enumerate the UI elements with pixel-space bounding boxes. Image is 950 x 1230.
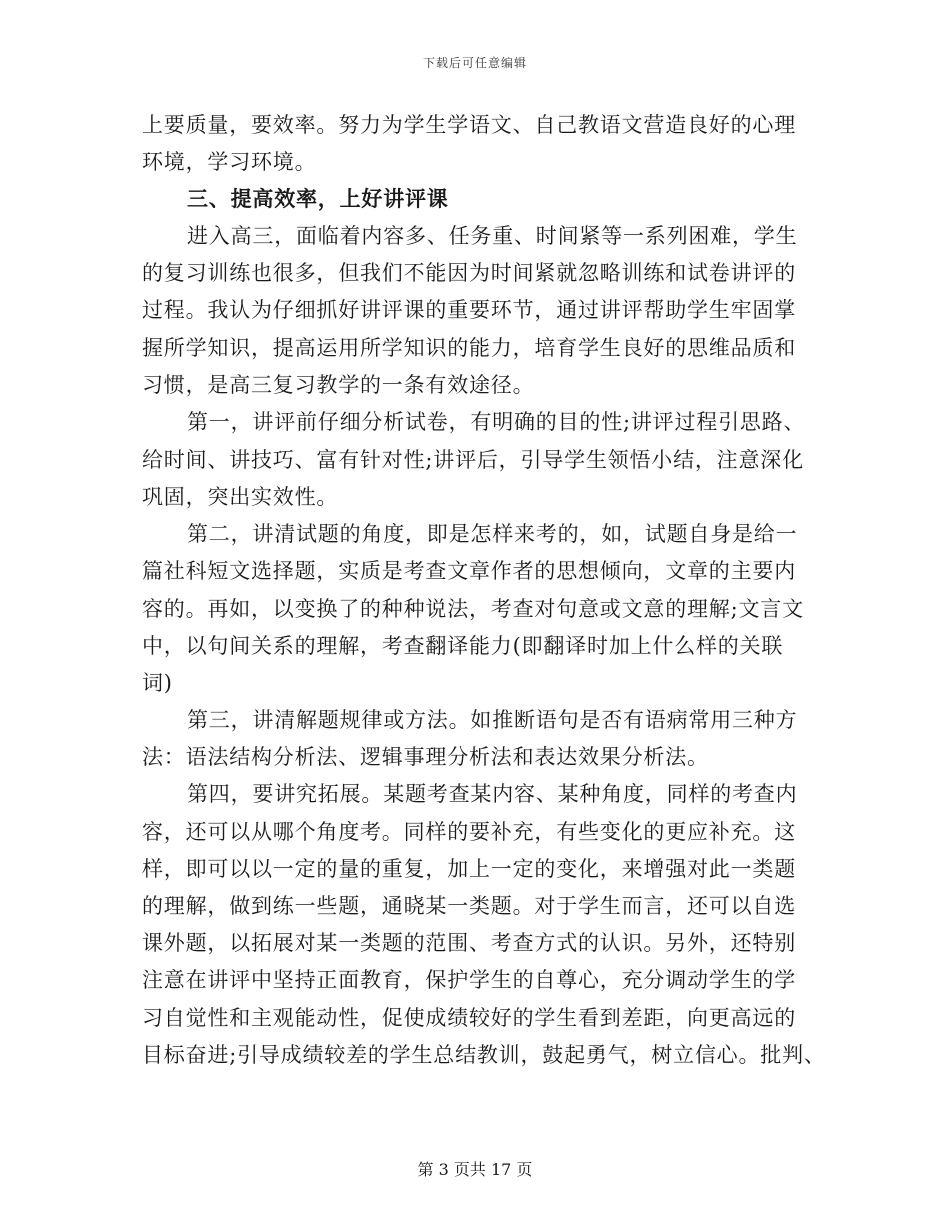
text-line: 目标奋进;引导成绩较差的学生总结教训，鼓起勇气，树立信心。批判、 [142,1043,826,1067]
text-line: 习惯，是高三复习教学的一条有效途径。 [142,373,535,397]
text-line: 第四，要讲究拓展。某题考查某内容、某种角度，同样的考查内 [187,782,798,806]
text-line: 篇社科短文选择题，实质是考查文章作者的思想倾向，文章的主要内 [142,559,796,583]
text-line: 巩固，突出实效性。 [142,485,339,509]
text-line: 注意在讲评中坚持正面教育，保护学生的自尊心，充分调动学生的学 [142,968,796,992]
text-line: 过程。我认为仔细抓好讲评课的重要环节，通过讲评帮助学生牢固掌 [142,298,796,322]
text-line: 给时间、讲技巧、富有针对性;讲评后，引导学生领悟小结，注意深化 [142,448,804,472]
text-line: 容的。再如，以变换了的种种说法，考查对句意或文意的理解;文言文 [142,597,804,621]
text-line: 的理解，做到练一些题，通晓某一类题。对于学生而言，还可以自选 [142,894,796,918]
text-line: 环境，学习环境。 [142,150,317,174]
text-line: 握所学知识，提高运用所学知识的能力，培育学生良好的思维品质和 [142,336,796,360]
text-line: 的复习训练也很多，但我们不能因为时间紧就忽略训练和试卷讲评的 [142,261,796,285]
text-line: 容，还可以从哪个角度考。同样的要补充，有些变化的更应补充。这 [142,820,796,844]
text-line: 第一，讲评前仔细分析试卷，有明确的目的性;讲评过程引思路、 [187,410,806,434]
text-line: 样，即可以以一定的量的重复，加上一定的变化，来增强对此一类题 [142,857,796,881]
text-line: 进入高三，面临着内容多、任务重、时间紧等一系列困难，学生 [187,224,798,248]
text-line: 课外题，以拓展对某一类题的范围、考查方式的认识。另外，还特别 [142,931,796,955]
page-number: 第 3 页共 17 页 [417,1160,533,1179]
text-line: 上要质量，要效率。努力为学生学语文、自己教语文营造良好的心理 [142,113,796,137]
text-line: 第三，讲清解题规律或方法。如推断语句是否有语病常用三种方 [187,708,798,732]
section-heading: 三、提高效率，上好讲评课 [187,186,449,211]
text-line: 第二，讲清试题的角度，即是怎样来考的，如，试题自身是给一 [187,522,798,546]
page-header: 下载后可任意编辑 [422,56,527,70]
text-line: 词) [142,671,173,695]
text-line: 中，以句间关系的理解，考查翻译能力(即翻译时加上什么样的关联 [142,634,784,658]
text-line: 习自觉性和主观能动性，促使成绩较好的学生看到差距，向更高远的 [142,1006,796,1030]
text-line: 法：语法结构分析法、逻辑事理分析法和表达效果分析法。 [142,745,709,769]
